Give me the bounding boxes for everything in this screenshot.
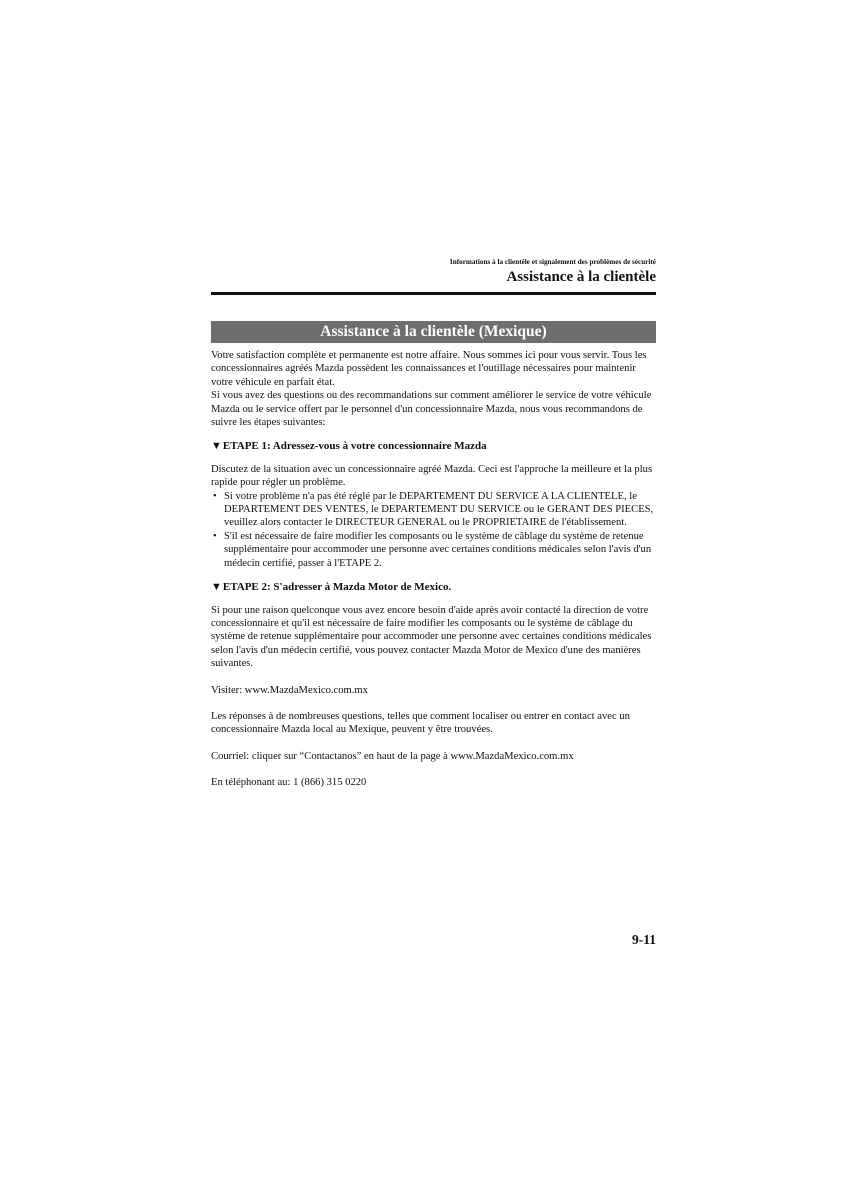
intro-paragraph-1: Votre satisfaction complète et permanente est notre affaire. Nous sommes ici pour vous servir. Tous les concessionnaires agréés Mazda possèdent les connaissances et l'outillage nécessaires pour maintenir votre véhicule en parfait état. bbox=[211, 350, 647, 388]
step1-heading bbox=[211, 440, 656, 453]
step1-bullet-list bbox=[211, 490, 656, 570]
list-item-text: S'il est nécessaire de faire modifier les composants ou le système de câblage du système de retenue supplémentaire pour accommoder une personne avec certaines conditions médicales selon l'avis d'un médecin certifié, passer à l'ETAPE 2. bbox=[224, 530, 652, 569]
manual-page bbox=[211, 0, 656, 1200]
page-number: 9-11 bbox=[631, 932, 656, 947]
phone-contact-text: En téléphonant au: 1 (866) 315 0220 bbox=[211, 777, 367, 789]
running-header: Informations à la clientèle et signalement des problèmes de sécurité bbox=[449, 258, 656, 266]
step2-heading-text: ETAPE 2: S'adresser à Mazda Motor de Mexico. bbox=[222, 581, 452, 594]
header-divider bbox=[211, 292, 656, 295]
intro-paragraph-2: Si vous avez des questions ou des recommandations sur comment améliorer le service de votre véhicule Mazda ou le service offert par le personnel d'un concessionnaire Mazda, nous vous recommandons de suivre les étapes suivantes: bbox=[211, 390, 652, 429]
bullet-icon: • bbox=[213, 490, 217, 502]
list-item bbox=[211, 530, 656, 570]
spacer bbox=[211, 763, 656, 776]
list-item bbox=[211, 490, 656, 530]
email-contact-text: Courriel: cliquer sur “Contactanos” en haut de la page à www.MazdaMexico.com.mx bbox=[211, 750, 574, 762]
step1-paragraph: Discutez de la situation avec un concessionnaire agréé Mazda. Ceci est l'approche la meilleure et la plus rapide pour régler un problème. bbox=[211, 463, 653, 489]
step2-paragraph: Si pour une raison quelconque vous avez encore besoin d'aide après avoir contacté la direction de votre concessionnaire et qu'il est nécessaire de faire modifier les composants ou le système de câblage du système de retenue supplémentaire pour accommoder une personne avec certaines conditions médicales selon l'avis d'un médecin certifié, vous pouvez contacter Mazda Motor de Mexico d'une des manières suivantes. bbox=[211, 604, 652, 670]
spacer bbox=[211, 697, 656, 710]
section-title-bar: Assistance à la clientèle (Mexique) bbox=[211, 321, 656, 343]
list-item-text: Si votre problème n'a pas été réglé par le DEPARTEMENT DU SERVICE A LA CLIENTELE, le DEPARTEMENT DES VENTES, le DEPARTEMENT DU SERVICE ou le GERANT DES PIECES, veuillez alors contacter le DIRECTEUR GENERAL ou le PROPRIETAIRE de l'établissement. bbox=[224, 490, 654, 529]
answers-paragraph: Les réponses à de nombreuses questions, telles que comment localiser ou entrer en contact avec un concessionnaire Mazda local au Mexique, peuvent y être trouvées. bbox=[211, 710, 630, 736]
triangle-down-icon: ▼ bbox=[211, 581, 222, 594]
section-header: Assistance à la clientèle bbox=[506, 269, 656, 285]
step2-heading bbox=[211, 581, 656, 594]
step1-heading-text: ETAPE 1: Adressez-vous à votre concessionnaire Mazda bbox=[222, 440, 487, 453]
triangle-down-icon: ▼ bbox=[211, 440, 222, 453]
bullet-icon: • bbox=[213, 530, 217, 542]
content-body bbox=[211, 349, 656, 790]
visit-website-text: Visiter: www.MazdaMexico.com.mx bbox=[211, 684, 368, 696]
spacer bbox=[211, 737, 656, 750]
spacer bbox=[211, 671, 656, 684]
